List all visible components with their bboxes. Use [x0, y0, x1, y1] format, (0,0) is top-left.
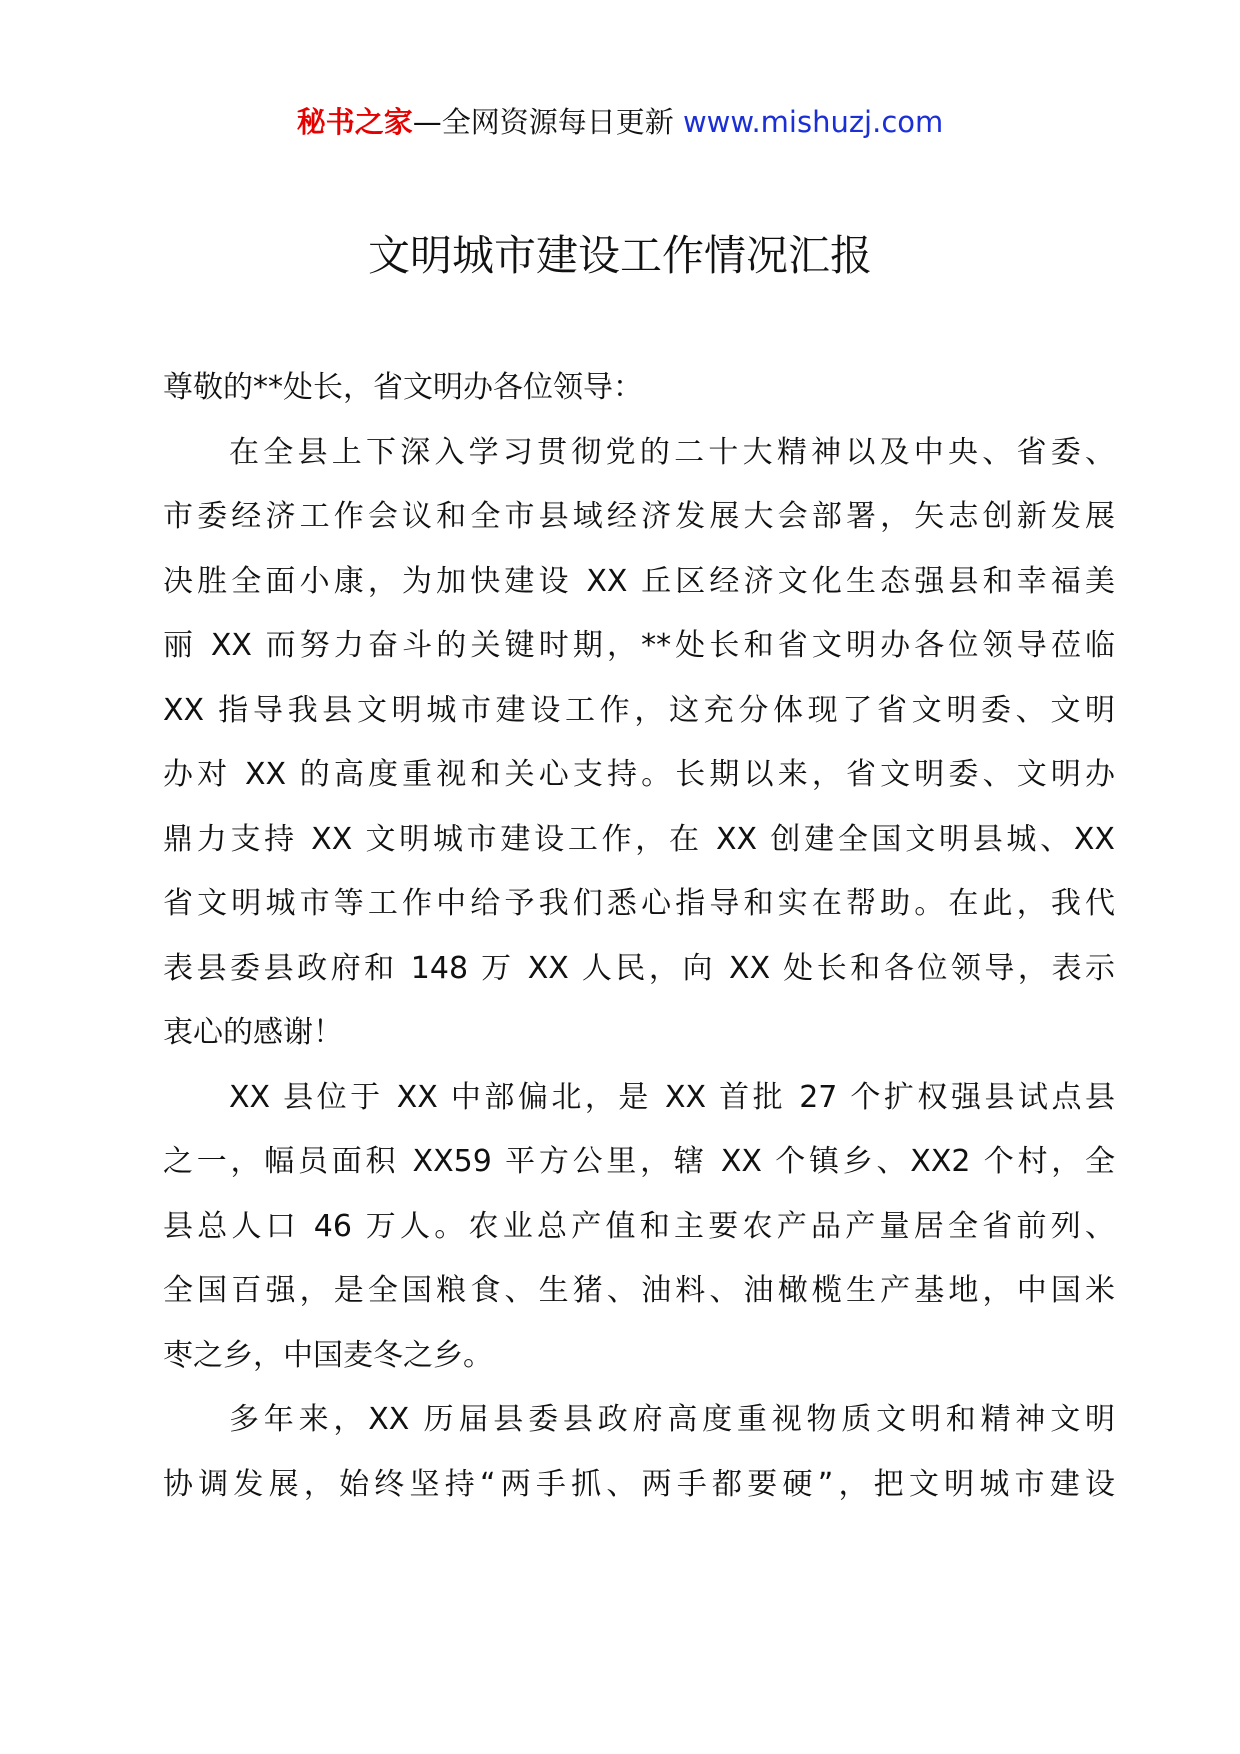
paragraph-line: 鼎力支持 XX 文明城市建设工作，在 XX 创建全国文明县城、XX — [163, 821, 1115, 857]
site-header — [0, 102, 1240, 142]
paragraph-line: 协调发展，始终坚持“两手抓、两手都要硬”，把文明城市建设 — [163, 1466, 1115, 1502]
paragraph-line: 枣之乡，中国麦冬之乡。 — [163, 1337, 493, 1373]
document-title: 文明城市建设工作情况汇报 — [367, 231, 872, 280]
paragraph-line: 决胜全面小康，为加快建设 XX 丘区经济文化生态强县和幸福美 — [163, 563, 1115, 599]
paragraph-line: 之一，幅员面积 XX59 平方公里，辖 XX 个镇乡、XX2 个村，全 — [163, 1144, 1115, 1179]
paragraph-line: 表县委县政府和 148 万 XX 人民，向 XX 处长和各位领导，表示 — [163, 950, 1115, 986]
paragraph-line: 全国百强，是全国粮食、生猪、油料、油橄榄生产基地，中国米 — [163, 1273, 1115, 1308]
paragraph-line: 丽 XX 而努力奋斗的关键时期，**处长和省文明办各位领导莅临 — [163, 628, 1115, 663]
header-slogan: —全网资源每日更新 — [412, 105, 674, 139]
salutation: 尊敬的**处长，省文明办各位领导： — [163, 370, 643, 405]
site-url-link[interactable]: www.mishuzj.com — [682, 105, 944, 139]
brand-name: 秘书之家 — [296, 105, 413, 139]
paragraph-line: 县总人口 46 万人。农业总产值和主要农产品产量居全省前列、 — [163, 1208, 1115, 1244]
document-body — [163, 356, 1115, 1517]
paragraph-line: 衷心的感谢！ — [163, 1015, 343, 1050]
paragraph-line: 在全县上下深入学习贯彻党的二十大精神以及中央、省委、 — [229, 434, 1115, 470]
paragraph-line: XX 指导我县文明城市建设工作，这充分体现了省文明委、文明 — [163, 692, 1115, 728]
paragraph-line: 省文明城市等工作中给予我们悉心指导和实在帮助。在此，我代 — [163, 886, 1115, 921]
paragraph-line: 多年来，XX 历届县委县政府高度重视物质文明和精神文明 — [229, 1402, 1115, 1437]
paragraph-line: 办对 XX 的高度重视和关心支持。长期以来，省文明委、文明办 — [163, 757, 1115, 792]
paragraph-line: 市委经济工作会议和全市县域经济发展大会部署，矢志创新发展 — [163, 499, 1115, 534]
paragraph-line: XX 县位于 XX 中部偏北，是 XX 首批 27 个扩权强县试点县 — [229, 1079, 1115, 1115]
